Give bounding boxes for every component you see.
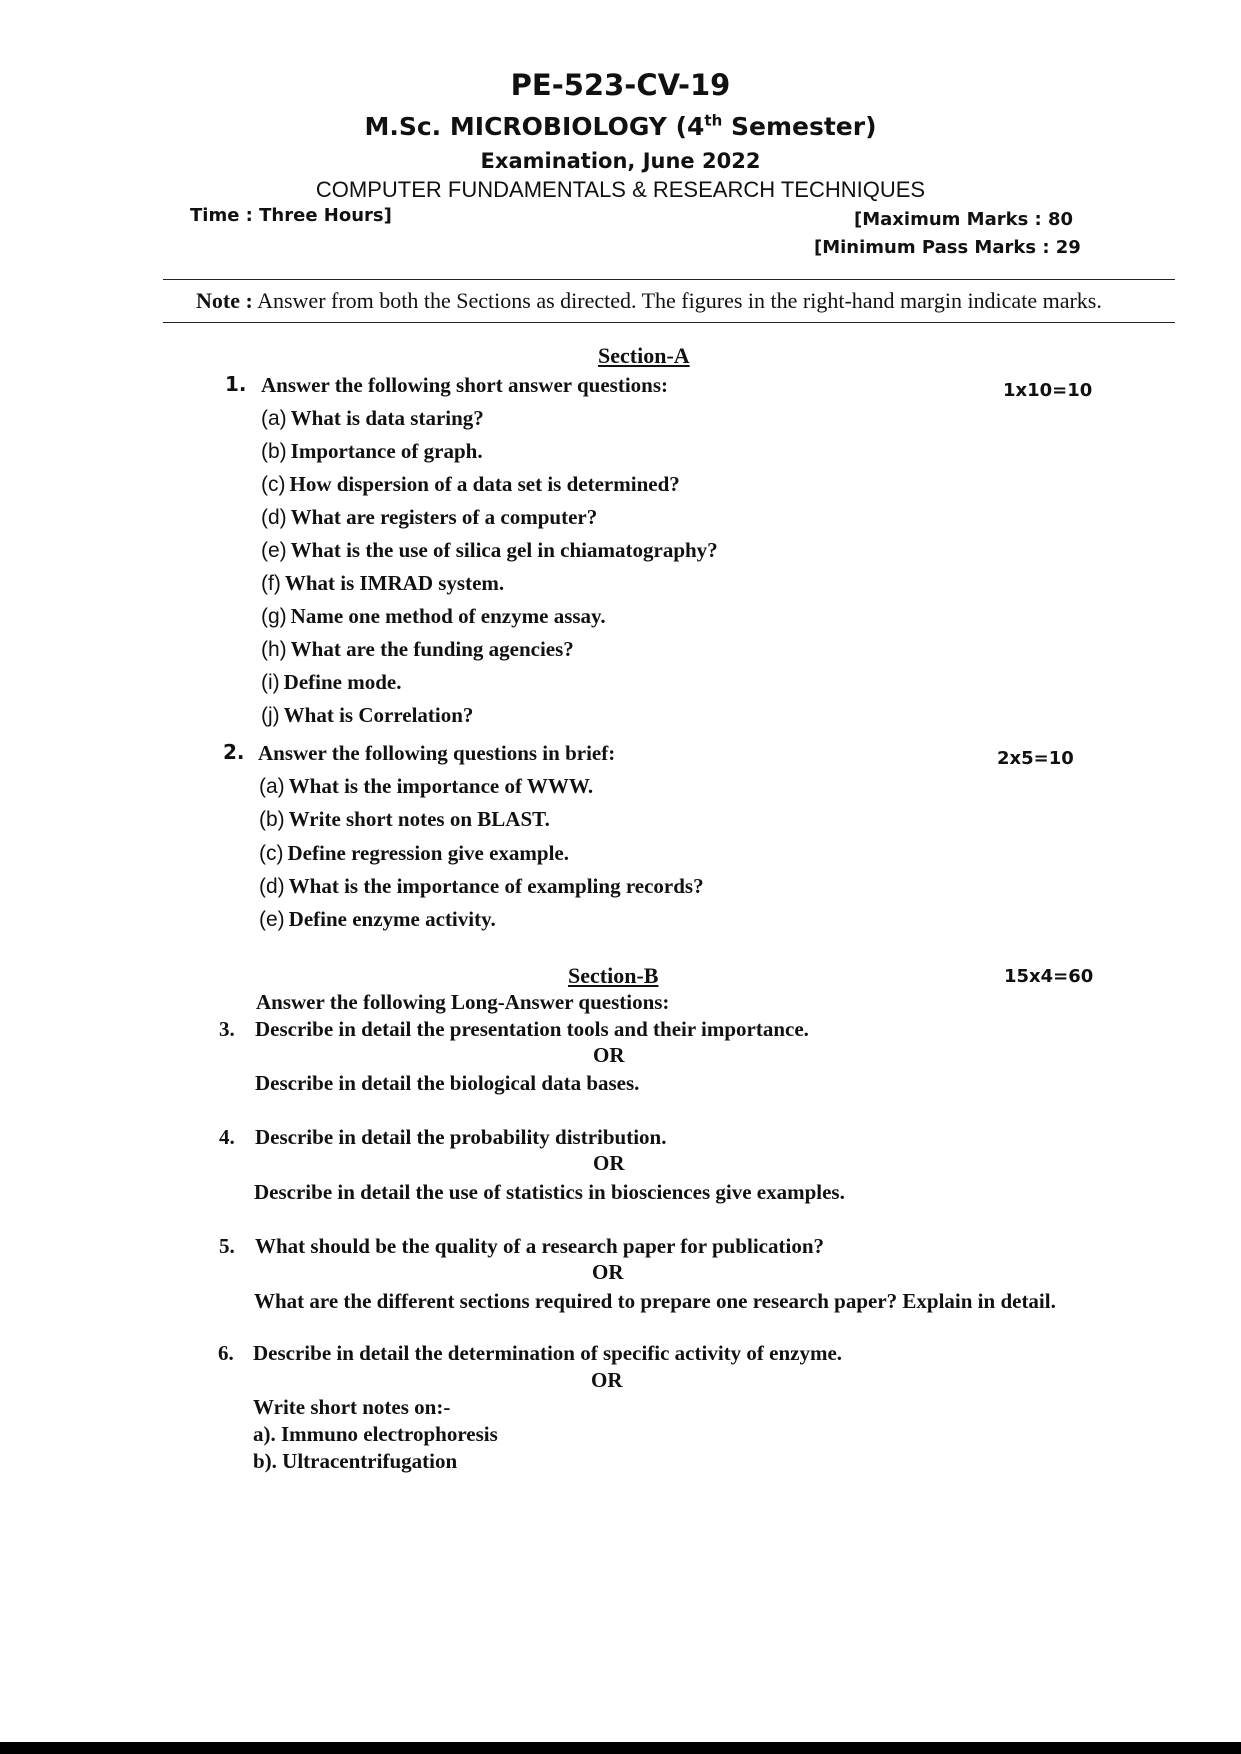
q2-item-label: (e) bbox=[259, 908, 285, 931]
q5-or: OR bbox=[592, 1260, 624, 1284]
q2-item bbox=[259, 774, 593, 799]
q1-item-text: What is Correlation? bbox=[283, 703, 474, 727]
scan-bottom-edge bbox=[0, 1742, 1241, 1754]
q1-item-text: Name one method of enzyme assay. bbox=[290, 604, 606, 628]
q4-option-a: Describe in detail the probability distribution. bbox=[255, 1125, 667, 1149]
section-b-instruction: Answer the following Long-Answer questions: bbox=[256, 990, 670, 1014]
q1-item-label: (e) bbox=[261, 539, 287, 562]
q4-number: 4. bbox=[219, 1125, 235, 1149]
q6-option-b: Write short notes on:- bbox=[253, 1395, 451, 1419]
q2-item bbox=[259, 907, 496, 932]
q1-item-text: What is IMRAD system. bbox=[284, 571, 505, 595]
q1-number: 1. bbox=[225, 372, 247, 396]
q1-item bbox=[261, 406, 484, 431]
paper-code: PE-523-CV-19 bbox=[510, 68, 731, 102]
q6-subitem: b). Ultracentrifugation bbox=[253, 1449, 458, 1473]
q1-item-label: (b) bbox=[261, 440, 287, 463]
q2-marks: 2x5=10 bbox=[997, 748, 1074, 769]
note-top-rule bbox=[163, 279, 1175, 280]
q1-item-text: What is data staring? bbox=[290, 406, 484, 430]
q1-item bbox=[261, 703, 473, 728]
q1-item-text: Importance of graph. bbox=[290, 439, 483, 463]
q3-option-b: Describe in detail the biological data bases. bbox=[255, 1071, 640, 1095]
q2-item-label: (c) bbox=[259, 842, 284, 865]
q5-option-b: What are the different sections required to prepare one research paper? Explain in detail. bbox=[254, 1289, 1056, 1313]
q6-or: OR bbox=[591, 1368, 623, 1392]
q3-or: OR bbox=[593, 1043, 625, 1067]
q4-or: OR bbox=[593, 1151, 625, 1175]
degree-title bbox=[0, 112, 1241, 141]
q1-item-label: (g) bbox=[261, 605, 287, 628]
q1-marks: 1x10=10 bbox=[1003, 380, 1093, 401]
q1-item bbox=[261, 505, 597, 530]
q2-item-text: What is the importance of WWW. bbox=[288, 774, 594, 798]
q5-number: 5. bbox=[219, 1234, 235, 1258]
q6-subitem: a). Immuno electrophoresis bbox=[253, 1422, 498, 1446]
q1-item-label: (f) bbox=[261, 572, 281, 595]
exam-session: Examination, June 2022 bbox=[480, 149, 761, 173]
q2-number: 2. bbox=[223, 740, 245, 764]
note-label: Note : bbox=[196, 288, 253, 313]
q3-number: 3. bbox=[219, 1017, 235, 1041]
note-body: Answer from both the Sections as directed. The figures in the right-hand margin indicate marks. bbox=[252, 288, 1102, 313]
q2-item bbox=[259, 841, 569, 866]
q6-number: 6. bbox=[218, 1341, 234, 1365]
q2-item bbox=[259, 874, 704, 899]
q1-item-text: What is the use of silica gel in chiamatography? bbox=[290, 538, 718, 562]
minimum-pass-marks: [Minimum Pass Marks : 29 bbox=[814, 237, 1081, 258]
q1-item-text: What are registers of a computer? bbox=[290, 505, 598, 529]
q1-item bbox=[261, 538, 718, 563]
q3-option-a: Describe in detail the presentation tools and their importance. bbox=[255, 1017, 809, 1041]
note-bottom-rule bbox=[163, 322, 1175, 323]
q2-item bbox=[259, 807, 550, 832]
degree-title-post: Semester) bbox=[722, 112, 877, 141]
q1-item-label: (j) bbox=[261, 704, 280, 727]
q2-item-label: (b) bbox=[259, 808, 285, 831]
section-a-title: Section-A bbox=[598, 343, 690, 368]
q1-item-label: (i) bbox=[261, 671, 280, 694]
q2-item-text: Define regression give example. bbox=[287, 841, 570, 865]
q1-item-label: (d) bbox=[261, 506, 287, 529]
q1-item-label: (a) bbox=[261, 407, 287, 430]
note-text bbox=[196, 288, 1102, 314]
q2-item-label: (a) bbox=[259, 775, 285, 798]
q2-text: Answer the following questions in brief: bbox=[258, 741, 616, 765]
q2-item-text: What is the importance of exampling records? bbox=[288, 874, 704, 898]
q1-item bbox=[261, 670, 401, 695]
degree-title-sup: th bbox=[704, 111, 723, 130]
q1-item-text: Define mode. bbox=[283, 670, 402, 694]
q5-option-a: What should be the quality of a research paper for publication? bbox=[255, 1234, 825, 1258]
q1-text: Answer the following short answer questions: bbox=[261, 373, 668, 397]
q1-item-text: What are the funding agencies? bbox=[290, 637, 574, 661]
q1-item-label: (h) bbox=[261, 638, 287, 661]
subject-title: COMPUTER FUNDAMENTALS & RESEARCH TECHNIQUES bbox=[315, 177, 926, 202]
section-b-marks: 15x4=60 bbox=[1004, 966, 1094, 987]
q1-item bbox=[261, 637, 574, 662]
q1-item-text: How dispersion of a data set is determined? bbox=[289, 472, 680, 496]
degree-title-pre: M.Sc. MICROBIOLOGY (4 bbox=[364, 112, 705, 141]
q1-item bbox=[261, 439, 483, 464]
time-allowed: Time : Three Hours] bbox=[190, 205, 392, 226]
q4-option-b: Describe in detail the use of statistics in biosciences give examples. bbox=[254, 1180, 845, 1204]
q2-item-text: Define enzyme activity. bbox=[288, 907, 496, 931]
q2-item-text: Write short notes on BLAST. bbox=[288, 807, 550, 831]
q2-item-label: (d) bbox=[259, 875, 285, 898]
maximum-marks: [Maximum Marks : 80 bbox=[854, 209, 1074, 230]
q1-item bbox=[261, 571, 504, 596]
q1-item-label: (c) bbox=[261, 473, 286, 496]
q6-option-a: Describe in detail the determination of specific activity of enzyme. bbox=[253, 1341, 843, 1365]
q1-item bbox=[261, 472, 680, 497]
q1-item bbox=[261, 604, 606, 629]
section-b-title: Section-B bbox=[568, 963, 659, 988]
